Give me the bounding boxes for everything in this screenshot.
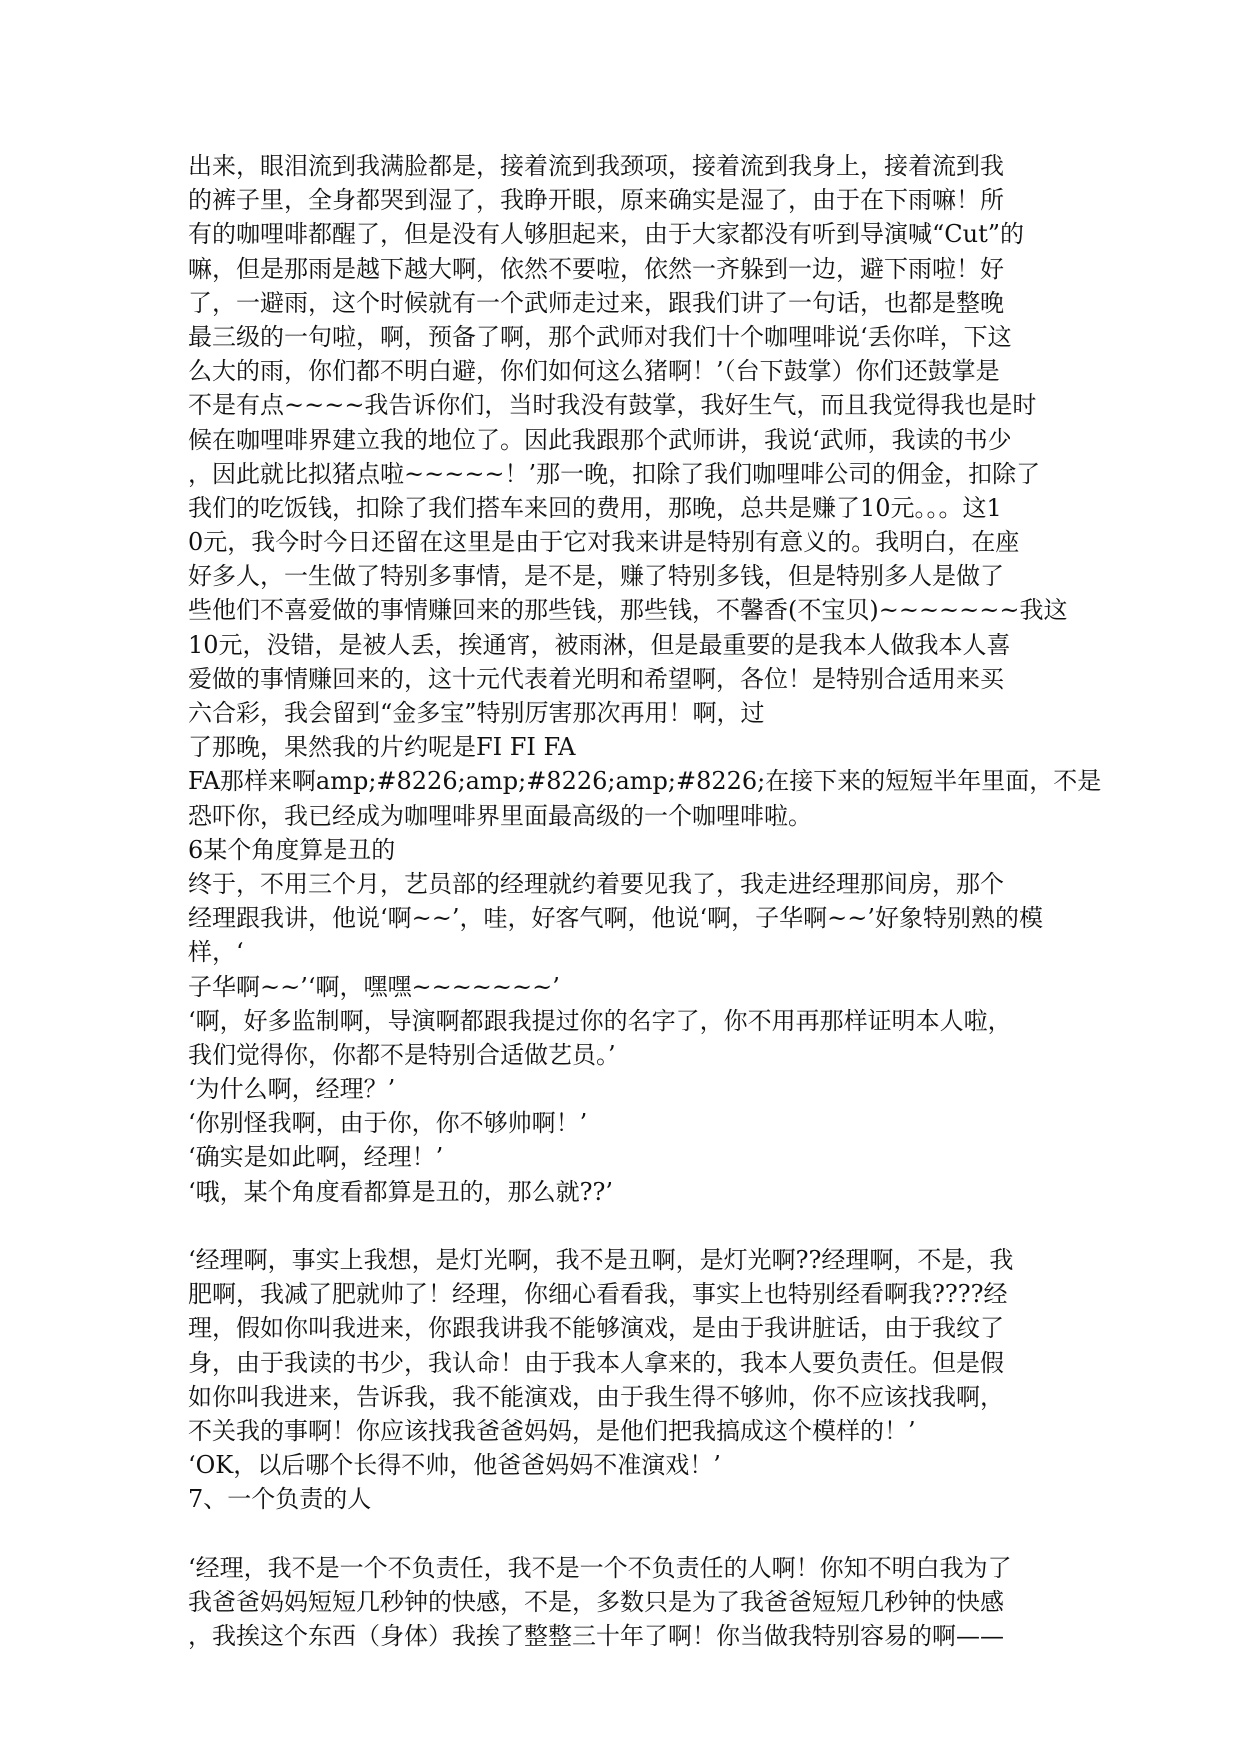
text-line: 么大的雨，你们都不明白避，你们如何这么猪啊！’（台下鼓掌）你们还鼓掌是 — [188, 357, 1000, 386]
blank-line — [188, 1517, 1068, 1551]
text-line: 不是有点~~~~我告诉你们，当时我没有鼓掌，我好生气，而且我觉得我也是时 — [188, 391, 1037, 420]
text-line: ‘经理，我不是一个不负责任，我不是一个不负责任的人啊！你知不明白我为了 — [188, 1553, 1012, 1582]
text-line: 理，假如你叫我进来，你跟我讲我不能够演戏，是由于我讲脏话，由于我纹了 — [188, 1314, 1004, 1343]
section-heading: 6某个角度算是丑的 — [188, 835, 396, 864]
text-line: ‘为什么啊，经理？’ — [188, 1075, 396, 1104]
text-line: 候在咖哩啡界建立我的地位了。因此我跟那个武师讲，我说‘武师，我读的书少 — [188, 425, 1012, 454]
text-line: 终于，不用三个月，艺员部的经理就约着要见我了，我走进经理那间房，那个 — [188, 869, 1004, 898]
text-line: ‘你别怪我啊，由于你，你不够帅啊！’ — [188, 1109, 588, 1138]
text-line: 爱做的事情赚回来的，这十元代表着光明和希望啊，各位！是特别合适用来买 — [188, 664, 1004, 693]
text-line: 10元，没错，是被人丢，挨通宵，被雨淋，但是最重要的是我本人做我本人喜 — [188, 630, 1011, 659]
text-line: 样，‘ — [188, 938, 244, 967]
text-line: 我们的吃饭钱，扣除了我们搭车来回的费用，那晚，总共是赚了10元。。。这1 — [188, 493, 1002, 522]
text-line: 肥啊，我减了肥就帅了！经理，你细心看看我，事实上也特别经看啊我????经 — [188, 1280, 1008, 1309]
text-line: 出来，眼泪流到我满脸都是，接着流到我颈项，接着流到我身上，接着流到我 — [188, 152, 1004, 180]
document-body — [188, 149, 1102, 1653]
text-line: 有的咖哩啡都醒了，但是没有人够胆起来，由于大家都没有听到导演喊“Cut”的 — [188, 220, 1025, 249]
text-line: ‘啊，好多监制啊，导演啊都跟我提过你的名字了，你不用再那样证明本人啦， — [188, 1006, 1012, 1035]
text-line: 经理跟我讲，他说‘啊~~’，哇，好客气啊，他说‘啊，子华啊~~’好象特别熟的模 — [188, 904, 1043, 933]
section-heading: 7、一个负责的人 — [188, 1485, 372, 1514]
text-line: 最三级的一句啦，啊，预备了啊，那个武师对我们十个咖哩啡说‘丢你咩，下这 — [188, 322, 1012, 351]
text-line: 我们觉得你，你都不是特别合适做艺员。’ — [188, 1040, 616, 1069]
text-line: 恐吓你，我已经成为咖哩啡界里面最高级的一个咖哩啡啦。 — [188, 801, 812, 830]
text-line: 六合彩，我会留到“金多宝”特别厉害那次再用！啊，过 — [188, 699, 765, 727]
text-line: 0元，我今时今日还留在这里是由于它对我来讲是特别有意义的。我明白，在座 — [188, 528, 1020, 557]
text-line: 了那晚，果然我的片约呢是FI FI FA — [188, 733, 576, 762]
text-line: 子华啊~~’‘啊，嘿嘿~~~~~~~’ — [188, 972, 560, 1001]
text-line: 好多人，一生做了特别多事情，是不是，赚了特别多钱，但是特别多人是做了 — [188, 562, 1004, 591]
text-line: 些他们不喜爱做的事情赚回来的那些钱，那些钱，不馨香(不宝贝)~~~~~~~我这 — [188, 596, 1068, 625]
text-line: FA那样来啊amp;#8226;amp;#8226;amp;#8226;在接下来的短短半年里面，不是 — [188, 767, 1102, 796]
text-line: 不关我的事啊！你应该找我爸爸妈妈，是他们把我搞成这个模样的！’ — [188, 1416, 916, 1445]
text-line: ，因此就比拟猪点啦~~~~~！’那一晚，扣除了我们咖哩啡公司的佣金，扣除了 — [188, 459, 1041, 488]
text-line: ‘哦，某个角度看都算是丑的，那么就??’ — [188, 1177, 613, 1206]
text-line: 如你叫我进来，告诉我，我不能演戏，由于我生得不够帅，你不应该找我啊， — [188, 1382, 1004, 1411]
text-line: ，我挨这个东西（身体）我挨了整整三十年了啊！你当做我特别容易的啊—— — [188, 1622, 1004, 1651]
text-line: 的裤子里，全身都哭到湿了，我睁开眼，原来确实是湿了，由于在下雨嘛！所 — [188, 186, 1004, 215]
text-line: ‘OK，以后哪个长得不帅，他爸爸妈妈不准演戏！’ — [188, 1451, 721, 1480]
text-line: 我爸爸妈妈短短几秒钟的快感，不是，多数只是为了我爸爸短短几秒钟的快感 — [188, 1587, 1004, 1616]
text-line: 身，由于我读的书少，我认命！由于我本人拿来的，我本人要负责任。但是假 — [188, 1348, 1004, 1377]
text-line: ‘确实是如此啊，经理！’ — [188, 1143, 444, 1172]
blank-line — [188, 1209, 1068, 1243]
text-line: ‘经理啊，事实上我想，是灯光啊，我不是丑啊，是灯光啊??经理啊，不是，我 — [188, 1246, 1014, 1274]
text-line: 了，一避雨，这个时候就有一个武师走过来，跟我们讲了一句话，也都是整晚 — [188, 288, 1004, 317]
text-line: 嘛，但是那雨是越下越大啊，依然不要啦，依然一齐躲到一边，避下雨啦！好 — [188, 254, 1004, 283]
